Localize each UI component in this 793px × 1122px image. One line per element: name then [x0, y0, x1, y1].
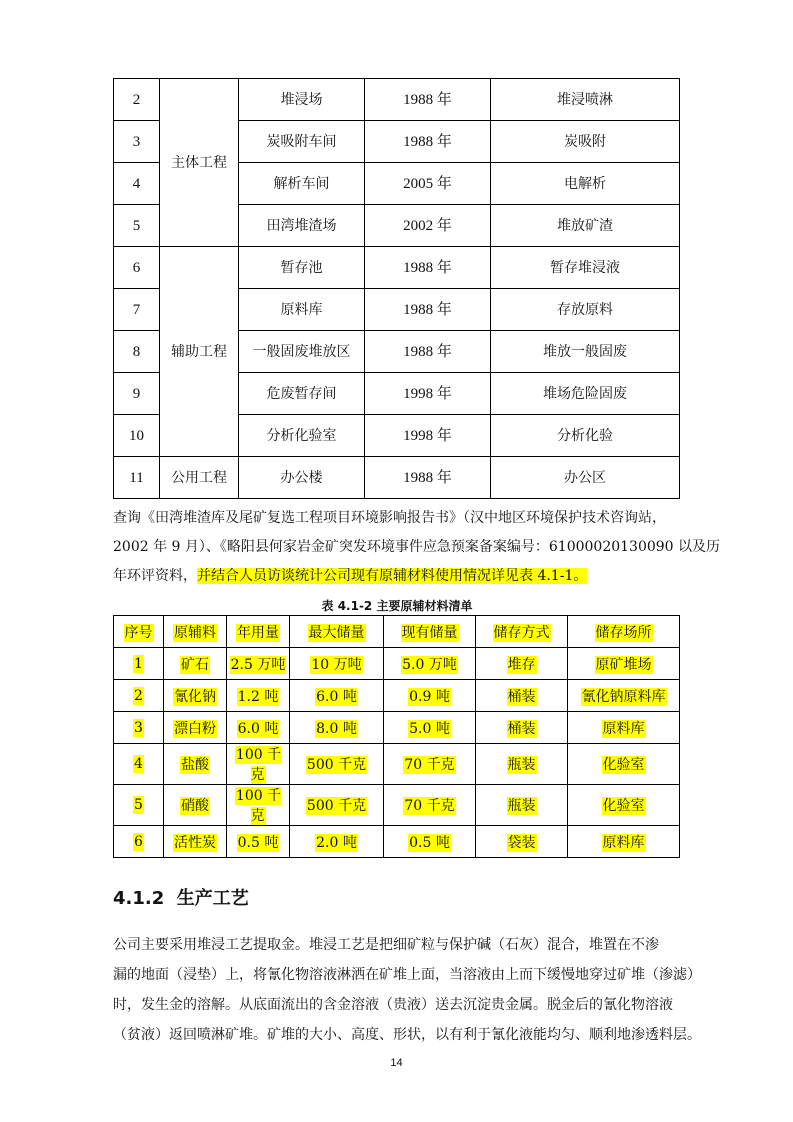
facility-use: 分析化验 [491, 415, 680, 457]
table-cell [227, 826, 290, 858]
table-cell [568, 648, 680, 680]
table-cell [476, 826, 568, 858]
table-row [114, 79, 680, 121]
facility-use: 存放原料 [491, 289, 680, 331]
facility-name: 堆浸场 [239, 79, 365, 121]
table-cell [227, 712, 290, 744]
table-cell [290, 712, 384, 744]
row-number: 5 [114, 205, 160, 247]
paragraph-line: 查询《田湾堆渣库及尾矿复选工程项目环境影响报告书》（汉中地区环境保护技术咨询站， [113, 510, 666, 526]
row-number: 3 [114, 121, 160, 163]
cell-text: 堆存 [507, 656, 536, 673]
facility-use: 堆场危险固废 [491, 373, 680, 415]
table-cell [384, 680, 476, 712]
cell-text: 瓶装 [507, 798, 536, 814]
table-row [114, 680, 680, 712]
facility-year: 1998 年 [365, 415, 491, 457]
table-cell [568, 680, 680, 712]
header-cell [290, 616, 384, 648]
header-cell [227, 616, 290, 648]
facility-name: 田湾堆渣场 [239, 205, 365, 247]
table-cell [164, 785, 227, 826]
table-cell [290, 680, 384, 712]
table-cell [164, 826, 227, 858]
cell-text: 原料库 [602, 834, 645, 851]
table-cell [290, 785, 384, 826]
highlighted-text: 并结合人员访谈统计公司现有原辅材料使用情况详见表 4.1-1。 [197, 568, 588, 584]
facility-year: 1988 年 [365, 121, 491, 163]
group-cell: 公用工程 [160, 457, 239, 499]
facility-use: 炭吸附 [491, 121, 680, 163]
cell-text: 硝酸 [181, 798, 209, 814]
table-cell [290, 826, 384, 858]
cell-text: 矿石 [181, 656, 209, 673]
facility-name: 暂存池 [239, 247, 365, 289]
process-paragraph [113, 930, 701, 1050]
table-cell [164, 680, 227, 712]
table-row [114, 648, 680, 680]
table-cell [568, 712, 680, 744]
table-cell [384, 826, 476, 858]
cell-text: 500 千克 [306, 798, 367, 814]
table-cell [290, 648, 384, 680]
paragraph-line: 公司主要采用堆浸工艺提取金。堆浸工艺是把细矿粒与保护碱（石灰）混合，堆置在不渗 [113, 937, 659, 953]
table-cell [476, 680, 568, 712]
facility-year: 2002 年 [365, 205, 491, 247]
cell-text: 3 [134, 719, 143, 736]
section-heading [113, 884, 249, 910]
table-row [114, 247, 680, 289]
cell-text: 0.5 吨 [237, 834, 279, 851]
table-row [114, 826, 680, 858]
cell-text: 氰化钠原料库 [581, 688, 666, 705]
paragraph-line: 2002 年 9 月）、《略阳县何家岩金矿突发环境事件应急预案备案编号：61000020130090 以及历 [113, 539, 721, 555]
table-caption: 表 4.1-2 主要原辅材料清单 [321, 599, 473, 613]
table-cell [164, 712, 227, 744]
cell-text: 原料库 [602, 720, 645, 737]
row-number: 10 [114, 415, 160, 457]
facilities-table [113, 78, 680, 499]
materials-table [113, 615, 680, 858]
cell-text: 活性炭 [174, 834, 216, 851]
cell-text: 序号 [124, 624, 153, 641]
row-number: 9 [114, 373, 160, 415]
facility-name: 一般固废堆放区 [239, 331, 365, 373]
table-cell [476, 648, 568, 680]
table-cell [114, 680, 164, 712]
page-number: 14 [390, 1057, 403, 1069]
cell-text: 0.5 吨 [409, 834, 450, 851]
cell-text: 储存方式 [493, 624, 550, 641]
facility-year: 1988 年 [365, 289, 491, 331]
cell-text: 6.0 吨 [237, 720, 279, 737]
table-row [114, 785, 680, 826]
table-cell [164, 744, 227, 785]
table-cell [384, 744, 476, 785]
group-cell: 辅助工程 [160, 247, 239, 457]
table-cell [114, 826, 164, 858]
facility-year: 1988 年 [365, 457, 491, 499]
paragraph-line: 漏的地面（浸垫）上，将氰化物溶液淋洒在矿堆上面，当溶液由上而下缓慢地穿过矿堆（渗滤） [113, 967, 701, 983]
cell-text: 化验室 [602, 757, 645, 773]
table-cell [568, 744, 680, 785]
cell-text: 年用量 [237, 624, 279, 641]
table-cell [114, 744, 164, 785]
cell-text: 5.0 万吨 [402, 656, 457, 673]
table-row [114, 712, 680, 744]
table-cell [227, 744, 290, 785]
table-cell [476, 785, 568, 826]
reference-paragraph [113, 504, 721, 591]
cell-text: 最大储量 [308, 624, 365, 641]
group-cell: 主体工程 [160, 79, 239, 247]
row-number: 6 [114, 247, 160, 289]
cell-text: 5 [134, 797, 143, 813]
table-cell [114, 785, 164, 826]
row-number: 8 [114, 331, 160, 373]
row-number: 7 [114, 289, 160, 331]
header-cell [114, 616, 164, 648]
cell-text: 化验室 [602, 798, 645, 814]
paragraph-line [113, 562, 681, 591]
cell-text: 100 千克 [235, 788, 282, 824]
cell-text: 原矿堆场 [595, 656, 652, 673]
facility-name: 炭吸附车间 [239, 121, 365, 163]
facility-use: 暂存堆浸液 [491, 247, 680, 289]
cell-text: 4 [134, 756, 143, 772]
table-cell [114, 648, 164, 680]
table-cell [227, 680, 290, 712]
table-cell [568, 826, 680, 858]
facility-use: 办公区 [491, 457, 680, 499]
facility-year: 1998 年 [365, 373, 491, 415]
table-cell [164, 648, 227, 680]
facility-use: 电解析 [491, 163, 680, 205]
section-title: 生产工艺 [176, 888, 249, 909]
facility-name: 原料库 [239, 289, 365, 331]
facility-name: 危废暂存间 [239, 373, 365, 415]
facility-use: 堆浸喷淋 [491, 79, 680, 121]
cell-text: 1 [134, 655, 143, 672]
facility-name: 分析化验室 [239, 415, 365, 457]
header-cell [164, 616, 227, 648]
cell-text: 袋装 [507, 834, 536, 851]
cell-text: 0.9 吨 [409, 688, 450, 705]
cell-text: 桶装 [507, 688, 536, 705]
cell-text: 70 千克 [404, 798, 455, 814]
cell-text: 6 [134, 833, 143, 850]
section-number: 4.1.2 [113, 888, 165, 909]
table-cell [114, 712, 164, 744]
header-cell [384, 616, 476, 648]
table-row [114, 457, 680, 499]
paragraph-line: 时，发生金的溶解。从底面流出的含金溶液（贵液）送去沉淀贵金属。脱金后的氰化物溶液 [113, 997, 673, 1013]
table-row [114, 744, 680, 785]
cell-text: 8.0 吨 [316, 720, 357, 737]
cell-text: 70 千克 [404, 757, 455, 773]
header-row [114, 616, 680, 648]
cell-text: 原辅料 [174, 624, 216, 641]
row-number: 4 [114, 163, 160, 205]
table-cell [384, 785, 476, 826]
table-cell [476, 712, 568, 744]
cell-text: 5.0 吨 [409, 720, 450, 737]
cell-text: 10 万吨 [311, 656, 362, 673]
cell-text: 现有储量 [401, 624, 458, 641]
table-cell [568, 785, 680, 826]
facility-use: 堆放一般固废 [491, 331, 680, 373]
paragraph-text: 年环评资料， [113, 568, 197, 584]
facility-name: 解析车间 [239, 163, 365, 205]
cell-text: 漂白粉 [174, 720, 216, 737]
table-cell [476, 744, 568, 785]
facility-name: 办公楼 [239, 457, 365, 499]
cell-text: 500 千克 [306, 757, 367, 773]
header-cell [476, 616, 568, 648]
cell-text: 6.0 吨 [316, 688, 357, 705]
cell-text: 2.0 吨 [316, 834, 357, 851]
cell-text: 桶装 [507, 720, 536, 737]
cell-text: 瓶装 [507, 757, 536, 773]
cell-text: 盐酸 [181, 757, 209, 773]
row-number: 2 [114, 79, 160, 121]
facility-use: 堆放矿渣 [491, 205, 680, 247]
facility-year: 1988 年 [365, 79, 491, 121]
table-cell [290, 744, 384, 785]
facility-year: 1988 年 [365, 247, 491, 289]
cell-text: 100 千克 [235, 747, 282, 783]
cell-text: 氰化钠 [174, 688, 216, 705]
facility-year: 2005 年 [365, 163, 491, 205]
table-cell [384, 648, 476, 680]
cell-text: 2 [134, 687, 143, 704]
cell-text: 储存场所 [595, 624, 652, 641]
table-cell [227, 785, 290, 826]
header-cell [568, 616, 680, 648]
paragraph-line: （贫液）返回喷淋矿堆。矿堆的大小、高度、形状，以有利于氰化液能均匀、顺利地渗透料层。 [113, 1027, 701, 1043]
table-cell [384, 712, 476, 744]
cell-text: 1.2 吨 [237, 688, 279, 705]
cell-text: 2.5 万吨 [230, 656, 286, 673]
table-cell [227, 648, 290, 680]
row-number: 11 [114, 457, 160, 499]
facility-year: 1988 年 [365, 331, 491, 373]
